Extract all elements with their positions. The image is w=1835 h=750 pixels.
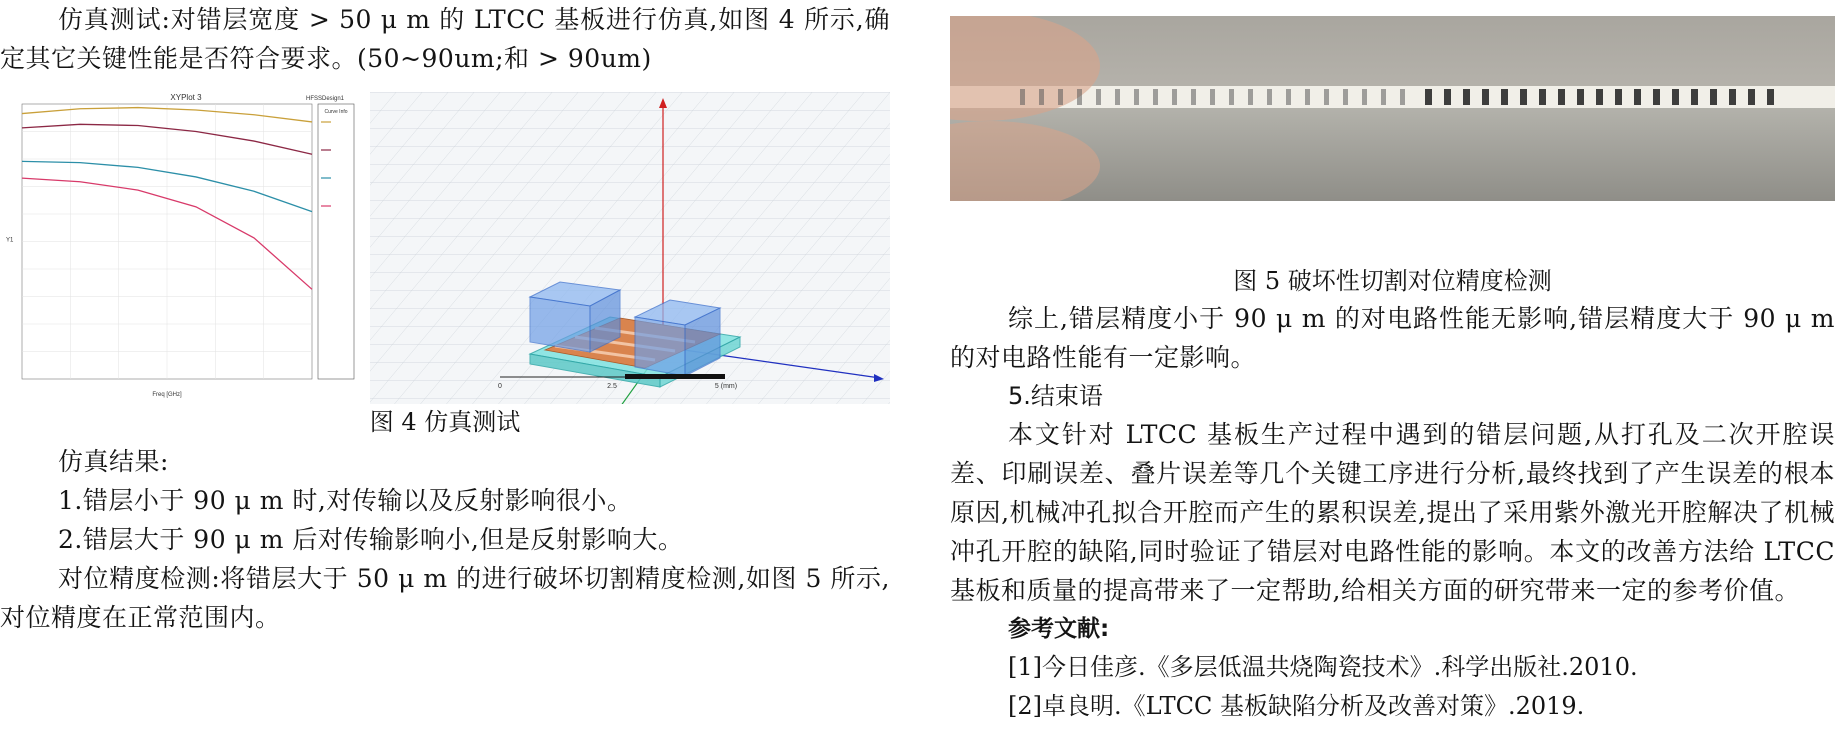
via-mark — [1115, 89, 1120, 105]
via-mark — [1400, 89, 1405, 105]
via-mark — [1305, 89, 1310, 105]
via-mark — [1229, 89, 1234, 105]
plot-y-label: Y1 — [6, 237, 14, 244]
alignment-check-paragraph: 对位精度检测:将错层大于 50 μ m 的进行破坏切割精度检测,如图 5 所示,对位精度在正常范围内。 — [0, 564, 890, 632]
left-dielectric-block — [530, 282, 620, 352]
plot-design-badge: HFSSDesign1 — [305, 96, 345, 102]
via-mark — [1248, 89, 1253, 105]
via-mark — [1324, 89, 1329, 105]
cross-section-photo — [950, 16, 1835, 201]
plot-title: XYPlot 3 — [170, 93, 202, 102]
via-mark — [1672, 89, 1679, 105]
via-mark — [1020, 89, 1025, 105]
figure-4-caption: 图 4 仿真测试 — [369, 408, 521, 436]
3d-simulation-model — [370, 92, 890, 404]
via-mark — [1444, 89, 1451, 105]
via-mark — [1482, 89, 1489, 105]
via-mark — [1615, 89, 1622, 105]
via-mark — [1463, 89, 1470, 105]
via-mark — [1767, 89, 1774, 105]
right-dielectric-block — [635, 300, 720, 376]
via-mark — [1710, 89, 1717, 105]
scale-tick-2-5: 2.5 — [607, 383, 617, 390]
via-mark — [1210, 89, 1215, 105]
via-mark — [1343, 89, 1348, 105]
left-column — [0, 0, 890, 632]
via-mark — [1520, 89, 1527, 105]
via-mark — [1729, 89, 1736, 105]
via-mark — [1191, 89, 1196, 105]
via-mark — [1501, 89, 1508, 105]
references-heading: 参考文献: — [1008, 616, 1110, 642]
plot-legend-header: Curve Info — [324, 109, 348, 115]
via-mark — [1634, 89, 1641, 105]
via-mark — [1172, 89, 1177, 105]
via-mark — [1748, 89, 1755, 105]
xy-plot-3-chart — [0, 92, 356, 404]
via-mark — [1134, 89, 1139, 105]
summary-paragraph: 综上,错层精度小于 90 μ m 的对电路性能无影响,错层精度大于 90 μ m 的对电路性能有一定影响。 — [950, 304, 1835, 372]
figure-4 — [0, 92, 890, 404]
section-5-heading: 5.结束语 — [1008, 382, 1103, 410]
via-mark — [1362, 89, 1367, 105]
via-mark — [1653, 89, 1660, 105]
via-mark — [1153, 89, 1158, 105]
figure-5-caption: 图 5 破坏性切割对位精度检测 — [1233, 267, 1552, 295]
via-mark — [1539, 89, 1546, 105]
via-mark — [1267, 89, 1272, 105]
result-item-1: 1.错层小于 90 μ m 时,对传输以及反射影响很小。 — [58, 486, 633, 515]
scale-tick-5mm: 5 (mm) — [714, 383, 738, 390]
via-mark — [1039, 89, 1044, 105]
results-heading: 仿真结果: — [58, 447, 169, 476]
via-mark — [1577, 89, 1584, 105]
via-mark — [1077, 89, 1082, 105]
reference-1: [1]今日佳彦.《多层低温共烧陶瓷技术》.科学出版社.2010. — [1008, 653, 1638, 681]
via-mark — [1691, 89, 1698, 105]
via-mark — [1058, 89, 1063, 105]
via-mark — [1425, 89, 1432, 105]
conclusion-paragraph: 本文针对 LTCC 基板生产过程中遇到的错层问题,从打孔及二次开腔误差、印刷误差、叠片误差等几个关键工序进行分析,最终找到了产生误差的根本原因,机械冲孔拟合开腔而产生的累积误差,提出了采用紫外激光开腔解决了机械冲孔开腔的缺陷,同时验证了错层对电路性能的影响。本文的改善方法给 LTCC 基板和质量的提高带来了一定帮助,给相关方面的研究带来一定的参考价值。 — [950, 420, 1835, 605]
simulation-test-paragraph: 仿真测试:对错层宽度 > 50 μ m 的 LTCC 基板进行仿真,如图 4 所示,确定其它关键性能是否符合要求。(50~90um;和 > 90um) — [0, 5, 890, 73]
via-mark — [1558, 89, 1565, 105]
plot-legend-box — [318, 104, 354, 379]
result-item-2: 2.错层大于 90 μ m 后对传输影响小,但是反射影响大。 — [58, 525, 684, 554]
reference-2: [2]卓良明.《LTCC 基板缺陷分析及改善对策》.2019. — [1008, 692, 1585, 720]
via-mark — [1286, 89, 1291, 105]
via-mark — [1096, 89, 1101, 105]
via-mark — [1596, 89, 1603, 105]
plot-x-label: Freq [GHz] — [152, 392, 182, 398]
scale-tick-0: 0 — [498, 383, 502, 390]
via-mark — [1381, 89, 1386, 105]
